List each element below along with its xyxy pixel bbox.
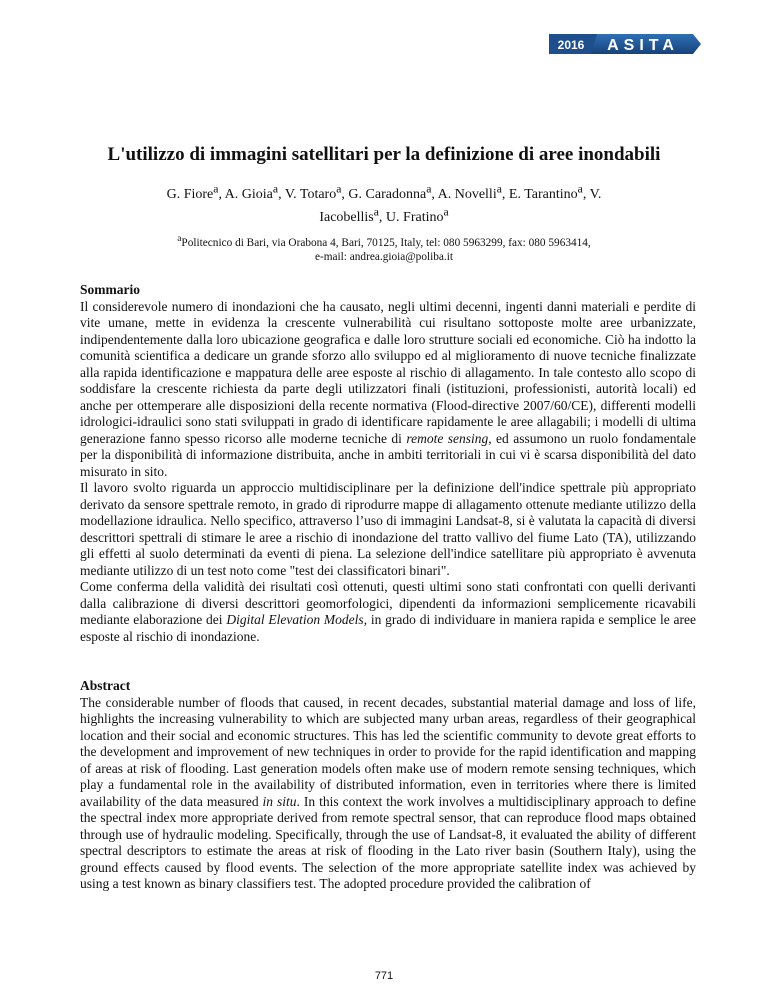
asita-logo-graphic	[545, 30, 701, 58]
author-separator: ,	[218, 186, 225, 202]
sommario-p1-italic: remote sensing	[406, 430, 489, 446]
author	[166, 182, 225, 202]
author-affiliation-marker: a	[496, 182, 502, 195]
author-affiliation-marker: a	[443, 205, 449, 219]
author-affiliation-marker: a	[373, 205, 379, 219]
affiliation-email: e-mail: andrea.gioia@poliba.it	[314, 250, 454, 263]
author-separator: ,	[431, 186, 438, 202]
author-affiliation-marker: a	[426, 182, 432, 195]
abstract-paragraph-1	[80, 695, 696, 893]
author-affiliation-marker: a	[272, 182, 279, 195]
abstract-p1-text-a: The considerable number of floods that caused, in recent decades, substantial material damage and loss of life, highlights the increasing vulnerability to which are subjected many urban areas, regardless of their geographical location and their social and economic structures. This has led the scientific community to devote great efforts to the development and improvement of new techniques in order to provide for the rapid identification and mapping of areas at risk of flooding. Last generation models often make use of modern remote sensing techniques, which play a fundamental role in the availability of distributed information, even in territories where there is limited availability of the data measured	[80, 694, 696, 809]
author-separator: ,	[378, 210, 386, 226]
author	[385, 205, 449, 226]
sommario-section	[80, 282, 696, 645]
author-name: V. Totaro	[284, 186, 337, 202]
affiliation	[150, 232, 618, 264]
sommario-paragraph-3	[80, 579, 696, 645]
sommario-p3-italic: Digital Elevation Models	[226, 612, 364, 627]
sommario-p1-text-b: , ed assumono un ruolo fondamentale per la disponibilità di informazione distribuita, anche in ambiti territoriali in cui vi è scarsa disponibilità del dato misurato in sito.	[80, 430, 696, 479]
author-name: V. Iacobellis	[319, 186, 602, 226]
author-list	[150, 180, 618, 227]
author-separator: ,	[582, 186, 590, 202]
author-affiliation-marker: a	[336, 182, 342, 195]
sommario-paragraph-1	[80, 299, 696, 481]
affiliation-marker: a	[177, 234, 182, 244]
author-affiliation-marker: a	[213, 182, 219, 195]
sommario-p3-text-b: , in grado di individuare in maniera rapida e semplice le aree esposte al rischio di inondazione.	[80, 612, 696, 644]
author	[284, 182, 349, 202]
asita-2016-logo	[545, 30, 701, 58]
logo-name: ASITA	[607, 37, 679, 54]
page-number: 771	[374, 970, 394, 982]
author-name: E. Tarantino	[508, 186, 578, 202]
author	[437, 182, 509, 202]
abstract-p1-italic: in situ	[262, 793, 297, 809]
author-separator: ,	[501, 186, 509, 202]
author	[224, 182, 285, 202]
sommario-paragraph-2: Il lavoro svolto riguarda un approccio multidisciplinare per la definizione dell'indice spettrale più appropriato derivato da sensore spettrale remoto, in grado di riprodurre mappe di allagamento ottenute mediante utilizzo della modellazione idraulica. Nello specifico, attraverso l’uso di immagini Landsat-8, si è valutata la capacità di diversi descrittori spettrali di stimare le aree a rischio di inondazione del tratto vallivo del fiume Lato (TA), utilizzando gli effetti al suolo determinati da eventi di piena. La selezione dell'indice satellitare più appropriato è avvenuta mediante utilizzo di un test noto come "test dei classificatori binari".	[80, 480, 696, 578]
sommario-p1-text-a: Il considerevole numero di inondazioni che ha causato, negli ultimi decenni, ingenti danni materiali e perdite di vite umane, mette in evidenza la crescente vulnerabilità cui risultano sottoposte molte aree urbanizzate, indipendentemente dalla loro ubicazione geografica e dalle loro strutture sociali ed economiche. Ciò ha indotto la comunità scientifica a dedicare un grande sforzo allo sviluppo ed al miglioramento di nuove tecniche finalizzate alla rapida identificazione e mappatura delle aree esposte al rischio di allagamento. In tale contesto allo scopo di soddisfare la crescente richiesta da parte degli utilizzatori finali (istituzioni, professionisti, autorità locali) ed anche per ottemperare alle disposizioni della recente normativa (Flood-directive 2007/60/CE), differenti modelli idrologici-idraulici sono stati sviluppati in grado di identificare rapidamente le aree allagabili; i modelli di ultima generazione fanno spesso ricorso alle moderne tecniche di	[80, 298, 696, 446]
author-name: G. Fiore	[166, 186, 214, 202]
author	[508, 182, 590, 202]
author-separator: ,	[278, 186, 285, 202]
author-name: G. Caradonna	[348, 186, 427, 202]
abstract-p1-text-b: . In this context the work involves a multidisciplinary approach to define the spectral index more appropriate derived from remote spectral sensor, that can reproduce flood maps obtained through use of hydraulic modeling. Specifically, through the use of Landsat-8, it evaluated the ability of different spectral descriptors to estimate the areas at risk of flooding in the Lato river basin (Southern Italy), using the ground effects caused by flood events. The selection of the more appropriate satellite index was achieved by using a test known as binary classifiers test. The adopted procedure provided the calibration of	[80, 793, 696, 891]
author-affiliation-marker: a	[577, 182, 583, 195]
paper-title: L'utilizzo di immagini satellitari per la definizione di aree inondabili	[107, 144, 661, 165]
affiliation-address: Politecnico di Bari, via Orabona 4, Bari, 70125, Italy, tel: 080 5963299, fax: 080 5963414,	[181, 236, 591, 249]
abstract-section	[80, 678, 696, 893]
author-name: A. Novelli	[437, 186, 497, 202]
abstract-heading: Abstract	[80, 678, 131, 693]
author	[348, 182, 438, 202]
author-name: U. Fratino	[385, 210, 444, 226]
sommario-p3-text-a: Come conferma della validità dei risultati così ottenuti, questi ultimi sono stati confrontati con quelli derivanti dalla calibrazione di diversi descrittori geomorfologici, dipendenti da informazioni semplicemente ricavabili mediante elaborazione dei	[80, 579, 696, 627]
author-separator: ,	[341, 186, 349, 202]
sommario-heading: Sommario	[80, 282, 140, 297]
logo-year: 2016	[557, 38, 585, 52]
author-name: A. Gioia	[224, 186, 273, 202]
